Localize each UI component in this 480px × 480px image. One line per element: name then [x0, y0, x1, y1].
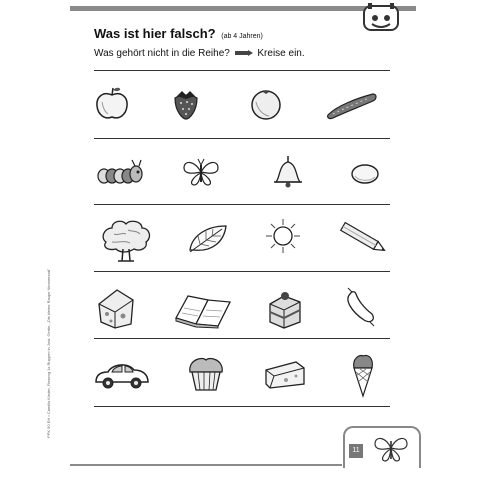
instruction [94, 48, 305, 59]
instruction-task: Kreise ein. [257, 48, 305, 59]
footer-butterfly-icon [371, 432, 411, 464]
book-icon[interactable] [170, 288, 236, 330]
cheese-icon[interactable] [95, 286, 137, 332]
cheese-wedge-icon[interactable] [262, 354, 308, 394]
ice-cream-cone-icon[interactable] [348, 352, 378, 398]
cucumber-icon[interactable] [321, 84, 371, 124]
row-divider [94, 271, 390, 272]
row-divider [94, 204, 390, 205]
leaf-icon[interactable] [182, 218, 232, 258]
age-note: (ab 4 Jahren) [221, 33, 263, 40]
row-divider [94, 338, 390, 339]
cake-slice-icon[interactable] [264, 288, 306, 332]
bell-icon[interactable] [263, 152, 313, 192]
sausage-icon[interactable] [340, 286, 380, 330]
muffin-icon[interactable] [184, 352, 228, 396]
tree-icon[interactable] [96, 216, 156, 264]
row-divider [94, 406, 390, 407]
sun-icon[interactable] [258, 216, 308, 256]
row-divider [94, 138, 390, 139]
apple-icon[interactable] [87, 84, 137, 124]
side-copyright-note: PPK 50 EH • Camilla Kinder, Fieseng 1x Ruppe¤ in Jost. Gertin, „Die kleine Raupe Nimmersatt” [46, 268, 51, 438]
caterpillar-icon[interactable] [92, 152, 152, 192]
pencil-arrow-icon [235, 50, 253, 56]
pencil-icon[interactable] [334, 218, 394, 258]
orange-icon[interactable] [241, 84, 291, 124]
row-divider [94, 70, 390, 71]
butterfly-icon[interactable] [176, 152, 226, 192]
bottom-rule [70, 464, 342, 466]
page-title [94, 26, 263, 41]
egg-icon[interactable] [340, 152, 390, 192]
title-text: Was ist hier falsch? [94, 26, 216, 41]
car-icon[interactable] [92, 352, 152, 396]
strawberry-icon[interactable] [161, 84, 211, 124]
page-number: 11 [349, 444, 363, 458]
activity-corner-icon [362, 0, 402, 34]
instruction-question: Was gehört nicht in die Reihe? [94, 48, 230, 59]
